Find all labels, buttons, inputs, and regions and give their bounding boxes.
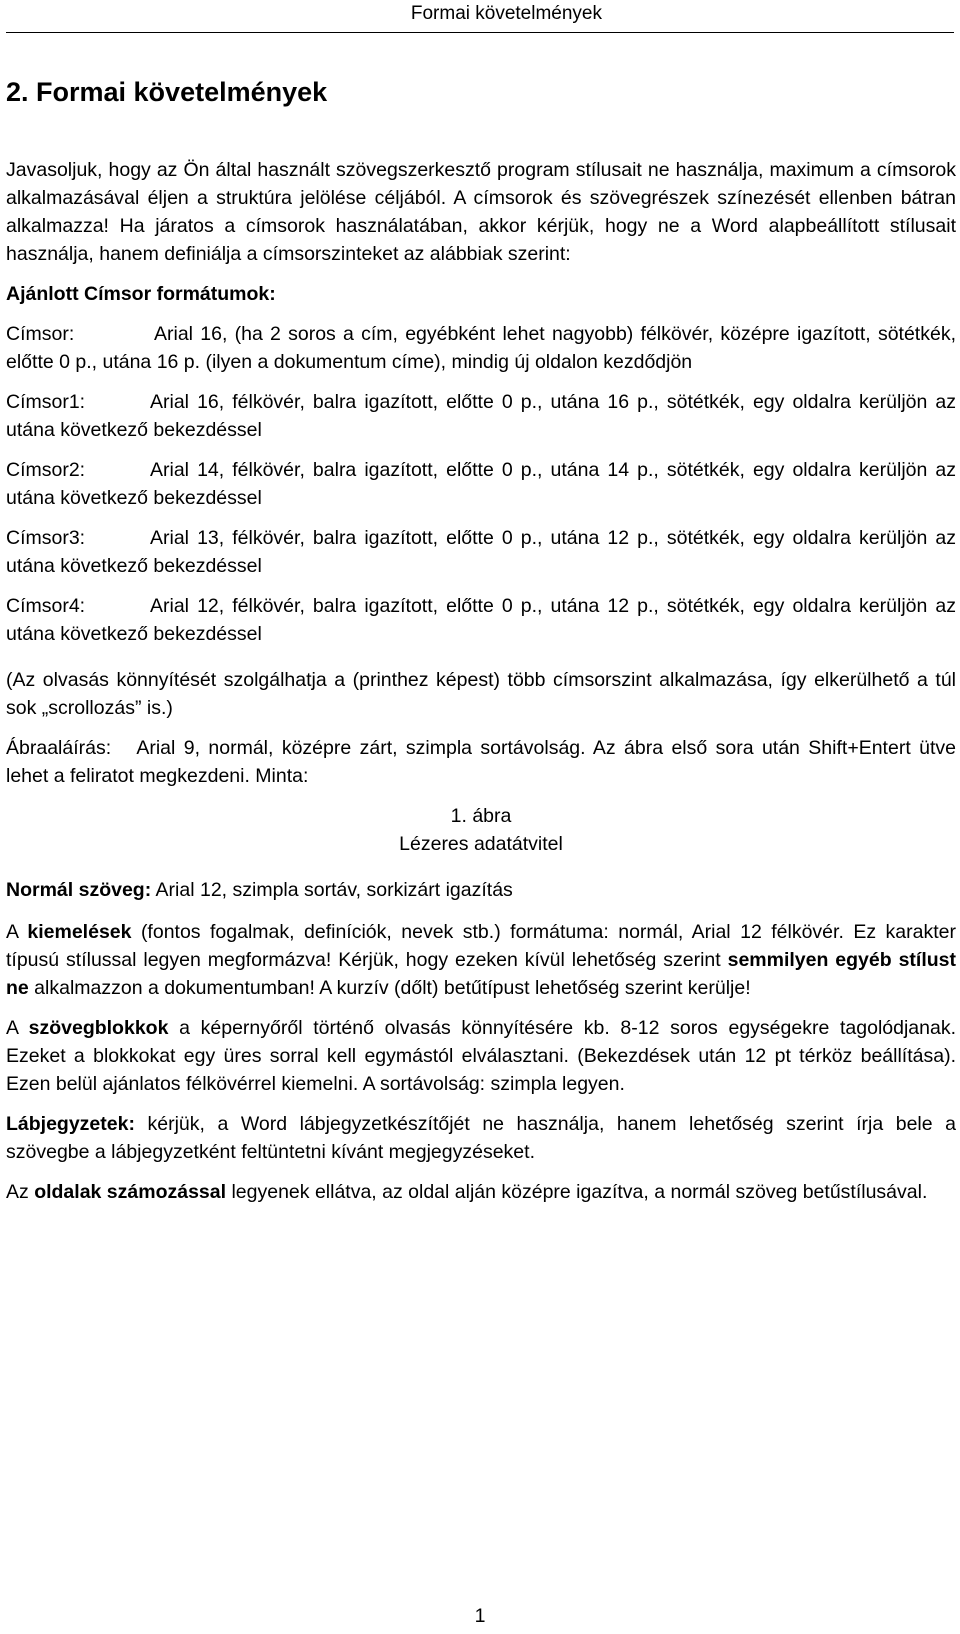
normal-text-paragraph [6,876,956,904]
emphasis-paragraph [6,918,956,1002]
heading-spec-desc: Arial 14, félkövér, balra igazított, előtte 0 p., utána 14 p., sötétkék, egy oldalra kerüljön az utána következő bekezdéssel [6,459,956,509]
heading-spec-1 [6,388,956,444]
intro-paragraph: Javasoljuk, hogy az Ön által használt szövegszerkesztő program stílusait ne használja, maximum a címsorok alkalmazásával éljen a struktúra jelölése céljából. A címsorok és szövegrészek színezését ellenben bátran alkalmazza! Ha járatos a címsorok használatában, akkor kérjük, hogy ne a Word alapbeállított stílusait használja, hanem definiálja a címsorszinteket az alábbiak szerint: [6,159,956,265]
scrolling-note: (Az olvasás könnyítését szolgálhatja a (printhez képest) több címsorszint alkalmazása, így elkerülhető a túl sok „scrollozás” is.) [6,669,956,719]
footnotes-text: kérjük, a Word lábjegyzetkészítőjét ne használja, hanem lehetőség szerint írja bele a szövegbe a lábjegyzetként feltüntetni kívánt megjegyzéseket. [6,1113,956,1163]
emphasis-bold: semmilyen egyéb stílust ne [6,949,956,999]
footnotes-bold: Lábjegyzetek: [6,1113,135,1135]
heading-spec-desc: Arial 16, félkövér, balra igazított, előtte 0 p., utána 16 p., sötétkék, egy oldalra kerüljön az utána következő bekezdéssel [6,391,956,441]
blocks-text: A [6,1017,29,1039]
recommended-heading: Ajánlott Címsor formátumok: [6,283,276,305]
heading-spec-label: Címsor1: [6,391,86,413]
emphasis-text: alkalmazzon a dokumentumban! A kurzív (dőlt) betűtípust lehetőség szerint kerülje! [28,977,751,999]
normal-text-label: Normál szöveg: [6,879,152,901]
heading-spec-label: Címsor: [6,323,75,345]
numbering-text: Az [6,1181,35,1203]
blocks-text: a képernyőről történő olvasás könnyítésére kb. 8-12 soros egységekre tagolódjanak. Ezeket a blokkokat egy üres sorral kell egymástól elválasztani. (Bekezdések után 12 pt térköz beállítása). Ezen belül ajánlatos félkövérrel kiemelni. A sortávolság: szimpla legyen. [6,1017,956,1095]
text-blocks-paragraph [6,1014,956,1098]
numbering-text: legyenek ellátva, az oldal alján középre igazítva, a normál szöveg betűstílusával. [226,1181,928,1203]
heading-spec-desc: Arial 16, (ha 2 soros a cím, egyébként lehet nagyobb) félkövér, középre igazított, sötétkék, előtte 0 p., utána 16 p. (ilyen a dokumentum címe), mindig új oldalon kezdődjön [6,323,956,373]
blocks-bold: szövegblokkok [28,1017,169,1039]
normal-text-desc: Arial 12, szimpla sortáv, sorkizárt igazítás [151,879,513,901]
footnotes-paragraph [6,1110,956,1166]
emphasis-text: (fontos fogalmak, definíciók, nevek stb.) formátuma: normál, Arial 12 félkövér. Ez karakter típusú stílussal legyen megformázva! Kérjük, hogy ezeken kívül lehetőség szerint [6,921,956,971]
heading-spec-label: Címsor2: [6,459,86,481]
header-divider [6,32,954,33]
sample-figure-caption [6,802,956,858]
caption-rule-label: Ábraaláírás: [6,737,112,759]
page-number: 1 [474,1605,486,1627]
heading-spec-3 [6,524,956,580]
figure-title: Lézeres adatátvitel [399,833,563,855]
page-numbering-paragraph [6,1178,956,1206]
heading-spec-2 [6,456,956,512]
document-body [6,156,956,1218]
heading-spec-desc: Arial 13, félkövér, balra igazított, előtte 0 p., utána 12 p., sötétkék, egy oldalra kerüljön az utána következő bekezdéssel [6,527,956,577]
section-title: 2. Formai követelmények [6,77,328,107]
caption-rule-text: Arial 9, normál, középre zárt, szimpla sortávolság. Az ábra első sora után Shift+Entert ütve lehet a feliratot megkezdeni. Minta: [6,737,956,787]
emphasis-bold: kiemelések [27,921,132,943]
heading-spec-label: Címsor3: [6,527,86,549]
heading-spec-label: Címsor4: [6,595,86,617]
emphasis-text: A [6,921,28,943]
heading-spec-title [6,320,956,376]
heading-spec-4 [6,592,956,648]
running-header: Formai követelmények [410,3,602,24]
heading-spec-desc: Arial 12, félkövér, balra igazított, előtte 0 p., utána 12 p., sötétkék, egy oldalra kerüljön az utána következő bekezdéssel [6,595,956,645]
figure-number: 1. ábra [450,805,512,827]
caption-rule-paragraph [6,734,956,790]
numbering-bold: oldalak számozással [34,1181,227,1203]
